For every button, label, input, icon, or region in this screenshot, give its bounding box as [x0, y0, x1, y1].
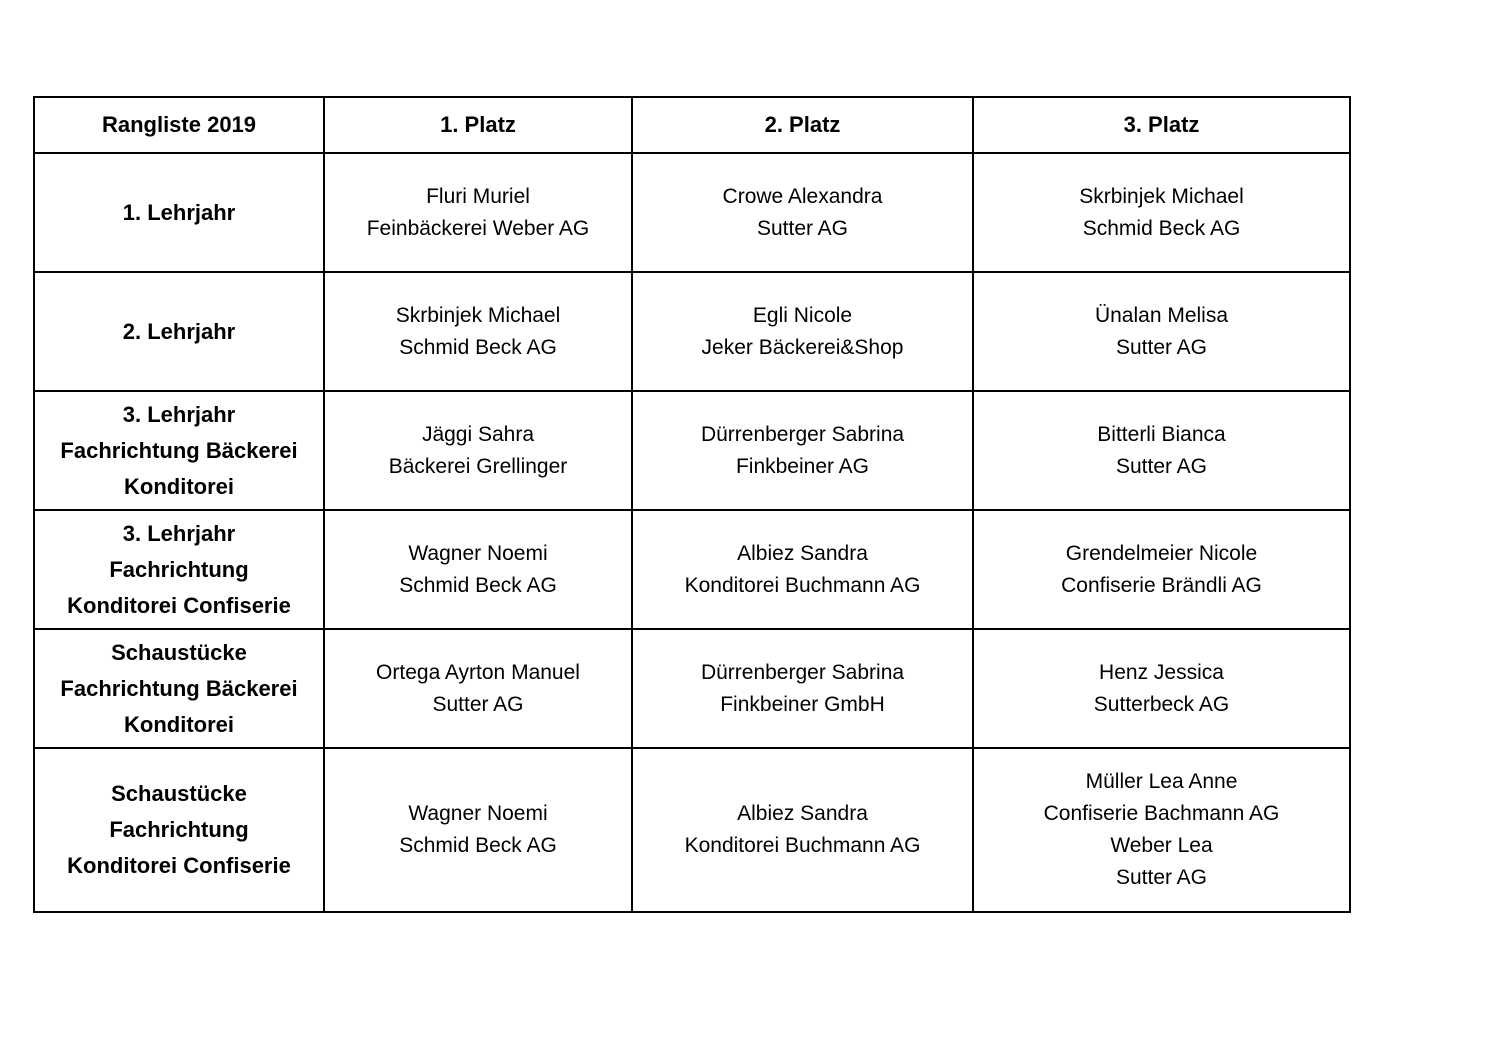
category-line: 2. Lehrjahr — [122, 318, 236, 344]
winner-name: Wagner Noemi — [408, 541, 548, 565]
table-row — [34, 510, 1350, 629]
winner-company: Schmid Beck AG — [399, 834, 557, 857]
table-row — [34, 748, 1350, 912]
winner-company: Sutter AG — [1115, 335, 1208, 359]
category-line: Fachrichtung Bäckerei — [60, 437, 298, 463]
winner-company: Konditorei Buchmann AG — [684, 834, 921, 857]
second-place-cell — [632, 272, 973, 391]
winner-name: Dürrenberger Sabrina — [700, 660, 905, 684]
winner-company: Jeker Bäckerei&Shop — [701, 335, 904, 359]
category-line: 3. Lehrjahr — [122, 520, 236, 546]
first-place-cell — [324, 153, 632, 272]
winner-company: Sutter AG — [756, 216, 849, 240]
winner-company: Sutter AG — [1115, 454, 1208, 478]
first-place-cell — [324, 510, 632, 629]
table-row — [34, 272, 1350, 391]
header-first-place: 1. Platz — [324, 97, 632, 153]
winner-company: Confiserie Bachmann AG — [1043, 802, 1280, 825]
header-third-place: 3. Platz — [973, 97, 1350, 153]
category-cell — [34, 272, 324, 391]
winner-name: Müller Lea Anne — [1085, 770, 1238, 793]
category-line: Fachrichtung — [109, 817, 249, 842]
category-line: Konditorei — [124, 711, 234, 737]
winner-company: Confiserie Brändli AG — [1061, 573, 1262, 597]
category-line: Konditorei — [124, 473, 234, 499]
winner-company: Sutterbeck AG — [1093, 692, 1230, 716]
winner-company: Bäckerei Grellinger — [388, 454, 568, 478]
third-place-cell — [973, 272, 1350, 391]
header-title: Rangliste 2019 — [34, 97, 324, 153]
category-line: Schaustücke — [111, 639, 247, 665]
category-cell — [34, 510, 324, 629]
category-line: Fachrichtung Bäckerei — [60, 675, 298, 701]
winner-name: Albiez Sandra — [737, 541, 868, 565]
winner-name: Wagner Noemi — [408, 802, 548, 825]
winner-company: Schmid Beck AG — [399, 335, 557, 359]
category-line: Fachrichtung — [109, 556, 249, 582]
winner-name: Ortega Ayrton Manuel — [376, 660, 580, 684]
first-place-cell — [324, 748, 632, 912]
second-place-cell — [632, 629, 973, 748]
first-place-cell — [324, 272, 632, 391]
category-line: 3. Lehrjahr — [122, 401, 236, 427]
table-row — [34, 153, 1350, 272]
winner-name: Albiez Sandra — [737, 802, 868, 825]
header-second-place: 2. Platz — [632, 97, 973, 153]
category-cell — [34, 748, 324, 912]
winner-company: Schmid Beck AG — [1082, 216, 1241, 240]
category-line: 1. Lehrjahr — [122, 199, 236, 225]
winner-company: Schmid Beck AG — [399, 573, 557, 597]
winner-company: Konditorei Buchmann AG — [684, 573, 921, 597]
second-place-cell — [632, 748, 973, 912]
winner-name: Skrbinjek Michael — [395, 303, 561, 327]
category-line: Konditorei Confiserie — [67, 592, 291, 618]
first-place-cell — [324, 391, 632, 510]
winner-company: Feinbäckerei Weber AG — [366, 216, 590, 240]
winner-name: Skrbinjek Michael — [1079, 184, 1244, 208]
third-place-cell — [973, 629, 1350, 748]
category-cell — [34, 629, 324, 748]
category-line: Konditorei Confiserie — [67, 853, 291, 878]
winner-name: Weber Lea — [1110, 834, 1213, 857]
third-place-cell — [973, 153, 1350, 272]
winner-name: Fluri Muriel — [426, 184, 530, 208]
second-place-cell — [632, 391, 973, 510]
first-place-cell — [324, 629, 632, 748]
table-row — [34, 629, 1350, 748]
second-place-cell — [632, 153, 973, 272]
third-place-cell — [973, 510, 1350, 629]
winner-name: Dürrenberger Sabrina — [700, 422, 905, 446]
category-line: Schaustücke — [111, 781, 247, 806]
table-row — [34, 391, 1350, 510]
header-row — [34, 97, 1350, 153]
winner-company: Sutter AG — [1115, 866, 1208, 889]
third-place-cell — [973, 748, 1350, 912]
winner-name: Egli Nicole — [752, 303, 853, 327]
winner-name: Henz Jessica — [1099, 660, 1224, 684]
winner-name: Grendelmeier Nicole — [1065, 541, 1258, 565]
winner-name: Crowe Alexandra — [722, 184, 883, 208]
winner-company: Sutter AG — [432, 692, 524, 716]
category-cell — [34, 153, 324, 272]
winner-name: Bitterli Bianca — [1097, 422, 1226, 446]
winner-company: Finkbeiner GmbH — [720, 692, 885, 716]
winner-company: Finkbeiner AG — [735, 454, 870, 478]
third-place-cell — [973, 391, 1350, 510]
second-place-cell — [632, 510, 973, 629]
ranking-table — [33, 96, 1351, 913]
winner-name: Jäggi Sahra — [421, 422, 535, 446]
category-cell — [34, 391, 324, 510]
winner-name: Ünalan Melisa — [1094, 303, 1229, 327]
